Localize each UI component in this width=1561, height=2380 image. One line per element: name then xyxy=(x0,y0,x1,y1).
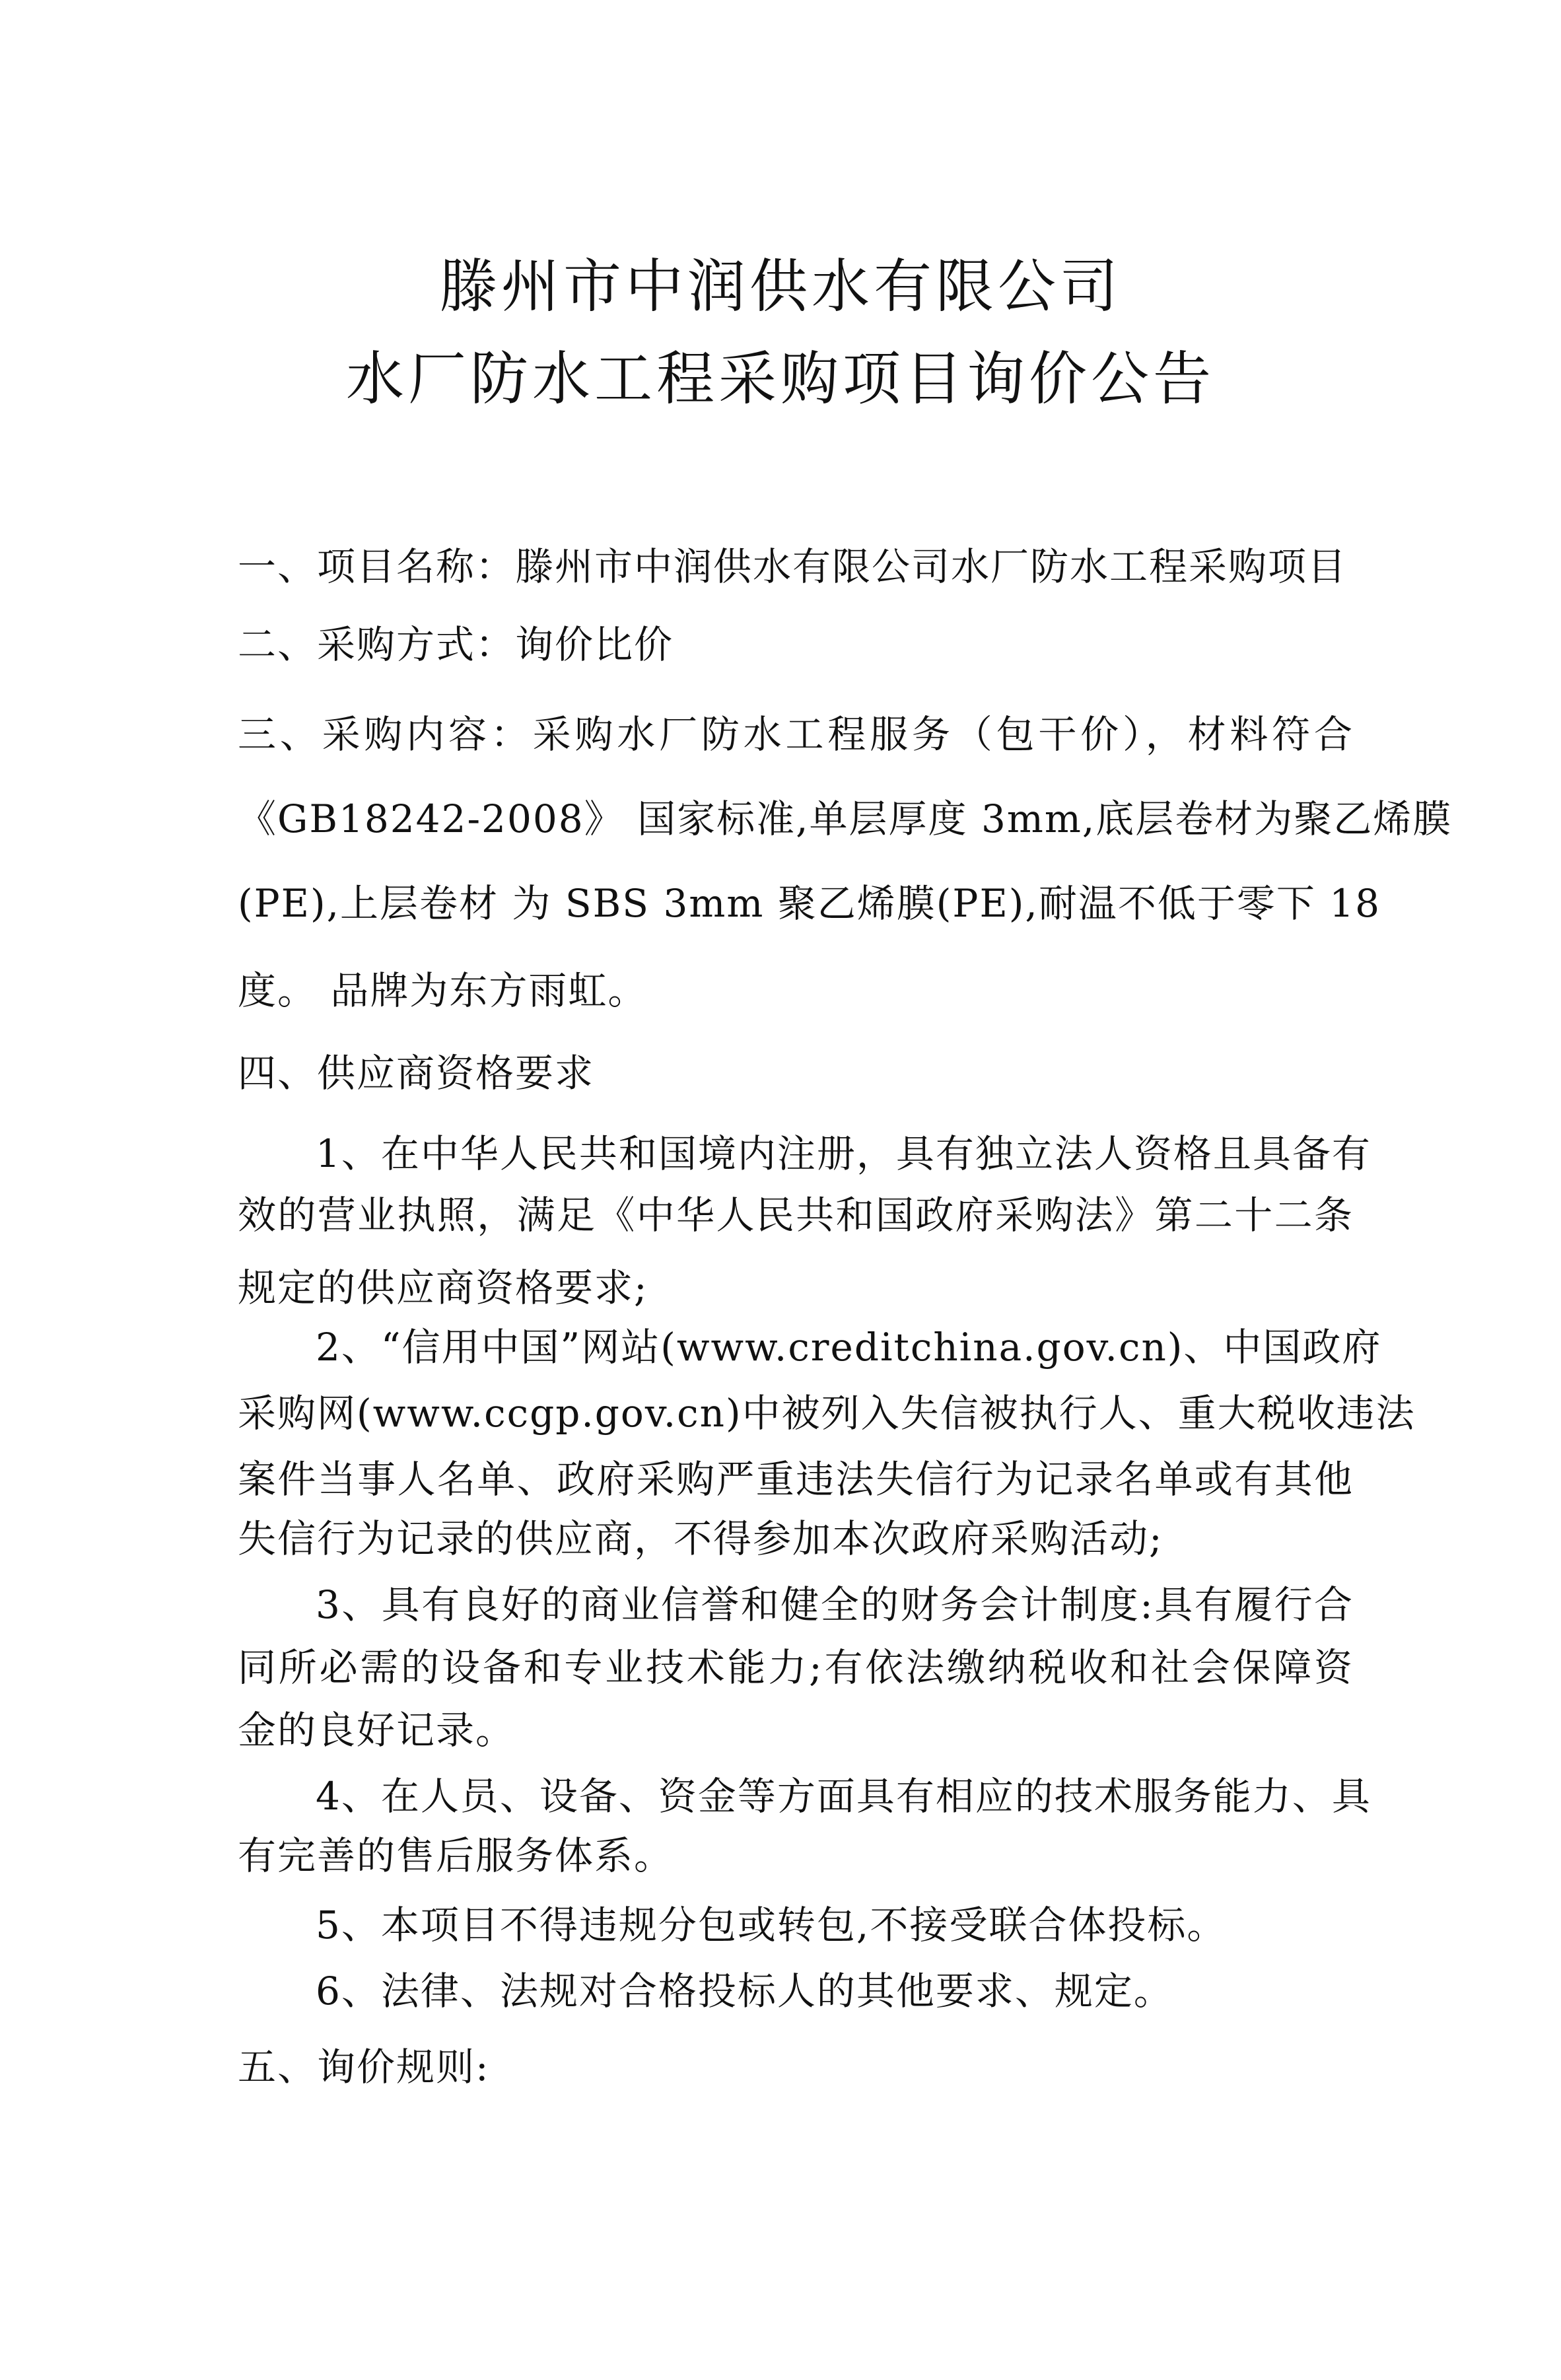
requirement-2-line-2: 采购网(www.ccgp.gov.cn)中被列入失信被执行人、重大税收违法 xyxy=(238,1391,1416,1436)
requirement-1-line-2: 效的营业执照，满足《中华人民共和国政府采购法》第二十二条 xyxy=(238,1193,1354,1238)
requirement-4-line-1: 4、在人员、设备、资金等方面具有相应的技术服务能力、具 xyxy=(316,1774,1371,1819)
section-procurement-content-line-1: 三、采购内容：采购水厂防水工程服务（包干价），材料符合 xyxy=(238,712,1354,757)
section-project-name: 一、项目名称：滕州市中润供水有限公司水厂防水工程采购项目 xyxy=(238,544,1348,589)
title-company: 滕州市中润供水有限公司 xyxy=(438,252,1122,320)
requirement-1-line-1: 1、在中华人民共和国境内注册，具有独立法人资格且具备有 xyxy=(316,1131,1371,1176)
section-supplier-requirements-heading: 四、供应商资格要求 xyxy=(238,1051,595,1096)
requirement-1-line-3: 规定的供应商资格要求; xyxy=(238,1265,648,1310)
section-procurement-content-line-4: 度。 品牌为东方雨虹。 xyxy=(238,968,648,1013)
section-procurement-content-line-3: (PE),上层卷材 为 SBS 3mm 聚乙烯膜(PE),耐温不低于零下 18 xyxy=(238,881,1381,926)
requirement-2-line-1: 2、“信用中国”网站(www.creditchina.gov.cn)、中国政府 xyxy=(316,1325,1382,1370)
requirement-3-line-2: 同所必需的设备和专业技术能力;有依法缴纳税收和社会保障资 xyxy=(238,1645,1354,1690)
requirement-2-line-4: 失信行为记录的供应商，不得参加本次政府采购活动; xyxy=(238,1516,1163,1561)
requirement-3-line-3: 金的良好记录。 xyxy=(238,1708,516,1753)
section-procurement-content-line-2: 《GB18242-2008》 国家标准,单层厚度 3mm,底层卷材为聚乙烯膜 xyxy=(238,796,1453,841)
requirement-5: 5、本项目不得违规分包或转包,不接受联合体投标。 xyxy=(316,1903,1227,1947)
title-announcement: 水厂防水工程采购项目询价公告 xyxy=(345,345,1215,413)
requirement-4-line-2: 有完善的售后服务体系。 xyxy=(238,1833,674,1878)
requirement-6: 6、法律、法规对合格投标人的其他要求、规定。 xyxy=(316,1969,1173,2013)
section-procurement-method: 二、采购方式：询价比价 xyxy=(238,622,674,667)
requirement-3-line-1: 3、具有良好的商业信誉和健全的财务会计制度:具有履行合 xyxy=(316,1582,1354,1627)
requirement-2-line-3: 案件当事人名单、政府采购严重违法失信行为记录名单或有其他 xyxy=(238,1457,1354,1502)
section-inquiry-rules-heading: 五、询价规则: xyxy=(238,2045,490,2089)
